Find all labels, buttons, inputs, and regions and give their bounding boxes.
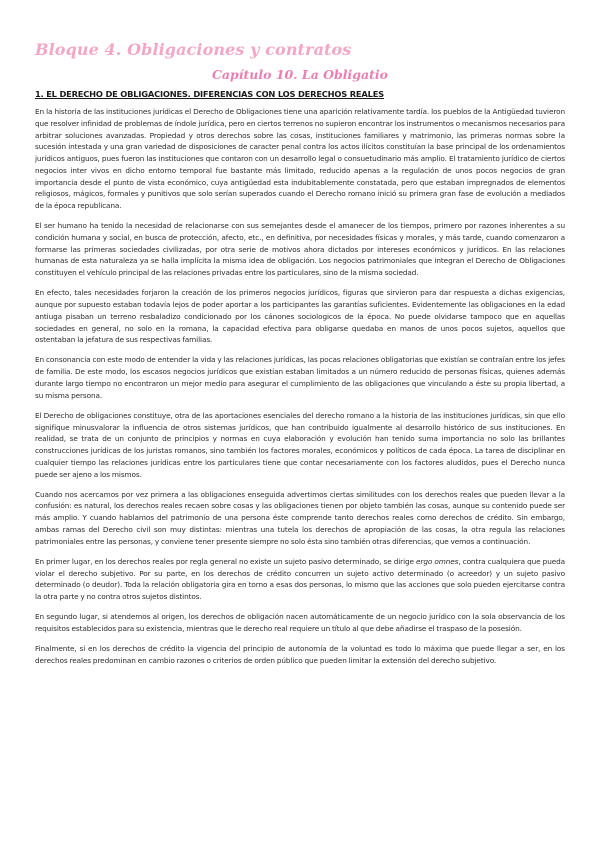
document-title: Bloque 4. Obligaciones y contratos <box>35 40 352 59</box>
paragraph-7-text-after: , contra cualquiera que pueda violar el derecho subjetivo. Por su parte, en los derechos de crédito concurren un sujeto activo determinado (o acreedor) y un sujeto pasivo determinado (o deudor). Toda la relación obligatoria gira en torno a esas dos personas, lo mismo que las acciones que solo pueden ejercitarse contra la otra parte y no contra otros sujetos distintos. <box>35 556 566 602</box>
paragraph-3: En efecto, tales necesidades forjaron la creación de los primeros negocios jurídicos, figuras que sirvieron para dar respuesta a dichas exigencias, aunque por supuesto estaban todavía lejos de poder aportar a los participantes las garantías suficientes. Evidentemente las obligaciones en la edad antiuga pisaban un terreno resbaladizo condicionado por los cánones sociologicos de la época. No puede olvidarse tampoco que en aquellas sociedades en general, no solo en la romana, la capacidad efectiva para obligarse quedaba en manos de unos pocos sujetos, aquellos que ostentaban la jefatura de sus respectivas familias. <box>35 288 565 345</box>
section-heading: 1. EL DERECHO DE OBLIGACIONES. DIFERENCIAS CON LOS DERECHOS REALES <box>35 89 384 99</box>
paragraph-1: En la historia de las instituciones jurídicas el Derecho de Obligaciones tiene una aparición relativamente tardía. los pueblos de la Antigüedad tuvieron que resolver infinidad de problemas de índole jurídica, pero en ciertos terrenos no supieron encontrar los instrumentos o mecanismos necesarios para arbitrar soluciones avanzadas. Propiedad y otros derechos sobre las cosas, instituciones familiares y matrimonio, las primeras normas sobre la sucesión intestada y una gran variedad de disposiciones de caracter penal contra los actos ilícitos constituían la base principal de los ordenamientos jurídicos antiguos, pues fueron las instituciones que contaron con un desarrollo legal o consuetudinario más amplio. El tratamiento jurídico de ciertos negocios inter vivos en dicho entorno temporal fue bastante más limitado, reducido apenas a la regulación de unos pocos negocios de gran importancia desde el punto de vista económico, cuya antigüedad esta indubitablemente constatada, pero que estaban impregnados de elementos religiosos, mágicos, formales y punitivos que solo serían superados cuando el Derecho romano inició su primera gran fase de evolución a mediados de la época republicana. <box>35 107 566 210</box>
paragraph-8: En segundo lugar, si atendemos al origen, los derechos de obligación nacen automáticamente de un negocio jurídico con la sola observancia de los requisitos establecidos para su existencia, mientras que le derecho real requiere un título al que debe añadirse el traspaso de la posesión. <box>35 612 565 633</box>
paragraph-7-emphasis: ergo omnes <box>416 556 459 566</box>
paragraph-7 <box>35 556 565 603</box>
paragraph-9: Finalmente, si en los derechos de crédito la vigencia del principio de autonomía de la voluntad es todo lo máxima que puede llegar a ser, en los derechos reales predominan en cambio razones o criterios de orden público que pueden limitar la extensión del derecho subjetivo. <box>35 644 565 665</box>
paragraph-4: En consonancia con este modo de entender la vida y las relaciones jurídicas, las pocas relaciones obligatorias que existían se contraían entre los jefes de familia. De este modo, los escasos negocios jurídicos que existían estaban limitados a un número reducido de personas físicas, quienes además durante largo tiempo no encontraron un mejor medio para asegurar el cumplimiento de las obligaciones que vinculando a éste su propia libertad, a su misma persona. <box>35 355 565 400</box>
chapter-title: Capítulo 10. La Obligatio <box>211 67 388 82</box>
paragraph-2: El ser humano ha tenido la necesidad de relacionarse con sus semejantes desde el amanecer de los tiempos, primero por razones inherentes a su condición humana y social, en busca de protección, afecto, etc., en definitiva, por necesidades físicas y morales, y más tarde, cuando comenzaron a formarse las primeras sociedades civilizadas, por otra serie de motivos ahora dictados por intereses económicos y jurídicos. En las relaciones humanas de esta naturaleza ya se halla implícita la misma idea de obligación. Los negocios patrimoniales que integran el Derecho de Obligaciones constituyen el vehículo principal de las relaciones privadas entre los particulares, sino de la misma sociedad. <box>35 221 565 278</box>
paragraph-7-text-before: En primer lugar, en los derechos reales por regla general no existe un sujeto pasivo determinado, se dirige <box>35 556 417 566</box>
paragraph-5: El Derecho de obligaciones constituye, otra de las aportaciones esenciales del derecho romano a la historia de las instituciones jurídicas, sin que ello signifique minusvalorar la influencia de otros sistemas jurídicos, que han contribuido igualmente al desarrollo histórico de sus instituciones. En realidad, se trata de un conjunto de principios y normas en cuya elaboración y evolución han tenido suma importancia no solo las brillantes construcciones jurídicas de los juristas romanos, sino también los factores morales, económicos y políticos de cada época. La tarea de disciplinar en cualquier tiempo las relaciones jurídicas entre los particulares tiene que contar necesariamente con los factores aludidos, pues el Derecho nunca puede ser ajeno a los mismos. <box>35 410 565 479</box>
paragraph-6: Cuando nos acercamos por vez primera a las obligaciones enseguida advertimos ciertas similitudes con los derechos reales que pueden llevar a la confusión: es natural, los derechos reales recaen sobre cosas y las obligaciones tienen por objeto también las cosas, aunque su contenido puede ser más amplio. Y cuando hablamos del patrimonio de una persona éste comprende tanto derechos reales como derechos de crédito. Sin embargo, ambas ramas del Derecho civil son muy distintas: mientras una tutela los derechos de apropiación de las cosas, la otra regula las relaciones patrimoniales entre las personas, y conviene tener presente siempre no solo ésta sino también otras diferencias, que vemos a continuación. <box>35 489 565 546</box>
